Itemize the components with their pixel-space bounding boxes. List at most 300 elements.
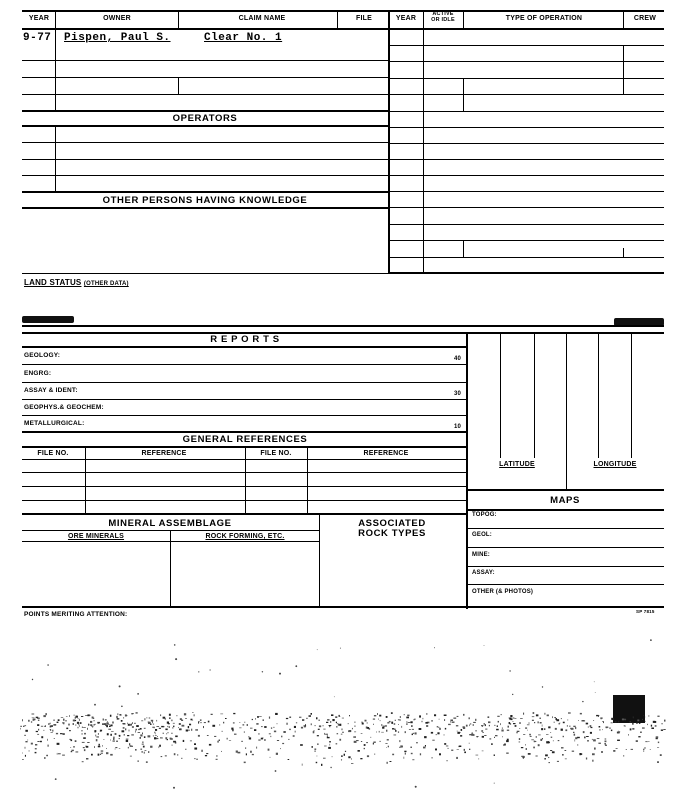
noise-speck bbox=[373, 719, 375, 720]
noise-speck bbox=[425, 745, 426, 747]
noise-speck bbox=[506, 740, 509, 742]
noise-speck bbox=[179, 723, 181, 725]
noise-speck bbox=[29, 750, 30, 751]
noise-speck bbox=[531, 739, 534, 740]
noise-speck bbox=[254, 729, 256, 731]
noise-speck bbox=[592, 753, 595, 755]
noise-speck bbox=[361, 722, 362, 723]
noise-speck bbox=[115, 733, 117, 735]
noise-speck bbox=[385, 725, 386, 727]
noise-speck bbox=[113, 740, 115, 741]
noise-dot bbox=[47, 664, 49, 666]
noise-speck bbox=[159, 728, 161, 729]
noise-speck bbox=[459, 746, 461, 748]
noise-speck bbox=[519, 722, 520, 724]
noise-speck bbox=[123, 723, 126, 724]
noise-speck bbox=[257, 716, 259, 718]
noise-speck bbox=[539, 718, 541, 719]
noise-speck bbox=[432, 740, 434, 741]
noise-speck bbox=[242, 741, 243, 742]
noise-speck bbox=[319, 720, 320, 721]
metallurgical-number: 10 bbox=[454, 424, 462, 430]
noise-speck bbox=[316, 717, 318, 719]
noise-speck bbox=[90, 724, 92, 725]
noise-speck bbox=[650, 749, 651, 750]
noise-speck bbox=[383, 726, 386, 727]
noise-speck bbox=[638, 736, 640, 737]
header-year: YEAR bbox=[28, 15, 50, 22]
noise-speck bbox=[407, 721, 408, 723]
noise-speck bbox=[311, 723, 312, 725]
noise-speck bbox=[160, 714, 161, 716]
noise-speck bbox=[409, 729, 411, 730]
noise-speck bbox=[568, 713, 571, 714]
noise-speck bbox=[243, 724, 245, 725]
noise-speck bbox=[633, 716, 634, 718]
noise-speck bbox=[209, 744, 211, 746]
noise-speck bbox=[567, 725, 568, 727]
noise-speck bbox=[544, 728, 546, 729]
noise-speck bbox=[296, 722, 297, 723]
noise-speck bbox=[54, 738, 55, 739]
noise-speck bbox=[536, 736, 537, 737]
noise-speck bbox=[81, 716, 83, 717]
noise-speck bbox=[437, 732, 439, 734]
noise-speck bbox=[102, 723, 104, 725]
noise-dot bbox=[601, 751, 603, 753]
noise-speck bbox=[463, 726, 465, 728]
latitude-label: LATITUDE bbox=[499, 461, 535, 468]
noise-speck bbox=[545, 754, 548, 756]
noise-speck bbox=[331, 714, 333, 716]
noise-speck bbox=[45, 725, 46, 726]
noise-speck bbox=[207, 735, 209, 736]
noise-speck bbox=[532, 716, 535, 717]
noise-speck bbox=[613, 750, 615, 752]
noise-speck bbox=[460, 735, 462, 737]
noise-speck bbox=[313, 731, 314, 732]
noise-speck bbox=[300, 744, 303, 746]
noise-speck bbox=[170, 738, 172, 740]
noise-speck bbox=[632, 723, 634, 725]
noise-speck bbox=[269, 733, 271, 734]
noise-speck bbox=[271, 727, 272, 728]
noise-speck bbox=[379, 715, 381, 717]
noise-speck bbox=[478, 759, 479, 760]
noise-speck bbox=[482, 725, 483, 727]
noise-speck bbox=[58, 753, 61, 754]
noise-speck bbox=[450, 721, 451, 722]
noise-speck bbox=[115, 749, 116, 750]
noise-speck bbox=[194, 758, 196, 759]
noise-speck bbox=[108, 724, 110, 725]
noise-speck bbox=[469, 743, 470, 744]
noise-speck bbox=[37, 734, 39, 735]
noise-speck bbox=[281, 736, 282, 738]
noise-speck bbox=[533, 747, 534, 749]
noise-speck bbox=[502, 736, 503, 737]
noise-speck bbox=[299, 717, 301, 718]
noise-speck bbox=[482, 736, 484, 738]
noise-speck bbox=[344, 754, 345, 756]
noise-dot bbox=[330, 767, 331, 768]
noise-speck bbox=[22, 759, 23, 760]
noise-dot bbox=[542, 686, 543, 687]
noise-speck bbox=[419, 715, 421, 717]
noise-speck bbox=[593, 739, 596, 741]
noise-speck bbox=[91, 726, 93, 727]
noise-speck bbox=[238, 752, 241, 754]
noise-dot bbox=[119, 685, 121, 687]
noise-speck bbox=[288, 739, 289, 740]
noise-speck bbox=[63, 719, 65, 721]
noise-speck bbox=[27, 740, 28, 741]
noise-speck bbox=[528, 753, 531, 755]
noise-speck bbox=[177, 754, 178, 756]
noise-dot bbox=[509, 670, 510, 671]
noise-speck bbox=[399, 740, 400, 742]
noise-speck bbox=[643, 715, 644, 716]
noise-speck bbox=[132, 722, 133, 724]
noise-speck bbox=[395, 730, 396, 732]
noise-speck bbox=[538, 735, 541, 736]
noise-speck bbox=[565, 759, 567, 760]
noise-speck bbox=[169, 714, 171, 716]
noise-speck bbox=[609, 728, 610, 729]
noise-speck bbox=[497, 725, 498, 727]
noise-speck bbox=[444, 719, 445, 721]
noise-speck bbox=[245, 747, 246, 749]
maps-mine: MINE: bbox=[472, 552, 490, 558]
noise-speck bbox=[540, 739, 542, 741]
noise-speck bbox=[280, 748, 281, 749]
noise-dot bbox=[317, 649, 318, 650]
noise-speck bbox=[515, 725, 517, 727]
noise-speck bbox=[225, 718, 227, 719]
noise-speck bbox=[178, 727, 179, 728]
noise-speck bbox=[96, 739, 98, 741]
noise-speck bbox=[365, 720, 367, 722]
noise-speck bbox=[651, 728, 654, 730]
noise-speck bbox=[140, 737, 141, 739]
noise-speck bbox=[630, 728, 632, 730]
noise-speck bbox=[45, 713, 47, 715]
noise-speck bbox=[374, 754, 375, 755]
noise-speck bbox=[419, 728, 422, 730]
noise-speck bbox=[156, 738, 158, 739]
noise-speck bbox=[405, 731, 406, 733]
noise-speck bbox=[229, 740, 231, 741]
noise-speck bbox=[569, 726, 571, 727]
noise-speck bbox=[398, 731, 399, 732]
noise-speck bbox=[216, 755, 217, 757]
noise-speck bbox=[131, 734, 134, 735]
noise-speck bbox=[336, 726, 337, 727]
noise-speck bbox=[40, 741, 42, 742]
noise-speck bbox=[447, 760, 448, 761]
noise-speck bbox=[98, 754, 100, 756]
noise-speck bbox=[117, 718, 119, 720]
noise-speck bbox=[437, 726, 439, 727]
general-references-title: GENERAL REFERENCES bbox=[182, 434, 308, 445]
noise-speck bbox=[536, 756, 538, 757]
noise-speck bbox=[544, 758, 546, 759]
noise-speck bbox=[41, 726, 43, 727]
noise-speck bbox=[544, 713, 545, 715]
noise-speck bbox=[312, 746, 313, 748]
noise-dot bbox=[279, 673, 281, 675]
noise-speck bbox=[153, 735, 154, 737]
noise-speck bbox=[306, 718, 307, 719]
noise-speck bbox=[110, 754, 113, 756]
noise-speck bbox=[136, 729, 138, 731]
noise-speck bbox=[561, 747, 564, 748]
noise-speck bbox=[119, 718, 120, 719]
noise-speck bbox=[252, 754, 254, 755]
points-meriting-attention: POINTS MERITING ATTENTION: bbox=[24, 611, 128, 618]
engrg-label: ENGRG: bbox=[24, 370, 52, 377]
noise-speck bbox=[107, 733, 109, 735]
noise-speck bbox=[473, 722, 476, 723]
noise-speck bbox=[96, 737, 99, 738]
noise-speck bbox=[482, 751, 484, 752]
noise-speck bbox=[506, 753, 509, 754]
noise-speck bbox=[119, 748, 121, 749]
noise-speck bbox=[94, 746, 95, 748]
noise-speck bbox=[70, 747, 71, 748]
noise-speck bbox=[133, 713, 134, 714]
noise-speck bbox=[20, 728, 21, 730]
noise-speck bbox=[361, 733, 363, 734]
noise-speck bbox=[138, 729, 139, 730]
noise-speck bbox=[337, 723, 339, 724]
noise-speck bbox=[446, 746, 448, 747]
rock-types-label: ROCK TYPES bbox=[358, 528, 426, 539]
noise-speck bbox=[527, 724, 530, 725]
noise-speck bbox=[461, 729, 463, 731]
noise-speck bbox=[391, 712, 393, 714]
noise-speck bbox=[323, 729, 325, 730]
noise-speck bbox=[50, 729, 51, 730]
noise-speck bbox=[642, 727, 645, 728]
noise-speck bbox=[214, 736, 216, 737]
noise-speck bbox=[151, 720, 153, 722]
noise-speck bbox=[577, 744, 578, 745]
noise-speck bbox=[431, 732, 433, 734]
noise-speck bbox=[475, 730, 476, 731]
noise-speck bbox=[463, 714, 465, 716]
noise-speck bbox=[469, 717, 470, 719]
noise-speck bbox=[239, 722, 240, 723]
noise-speck bbox=[466, 725, 468, 727]
noise-speck bbox=[36, 717, 39, 718]
noise-speck bbox=[509, 722, 511, 724]
noise-speck bbox=[92, 727, 93, 728]
noise-dot bbox=[434, 647, 435, 648]
other-persons-title: OTHER PERSONS HAVING KNOWLEDGE bbox=[102, 195, 308, 206]
noise-speck bbox=[649, 715, 650, 717]
noise-speck bbox=[325, 734, 328, 735]
noise-speck bbox=[66, 716, 68, 717]
noise-speck bbox=[79, 719, 80, 721]
noise-dot bbox=[200, 722, 201, 723]
noise-speck bbox=[398, 724, 399, 725]
noise-speck bbox=[90, 715, 91, 716]
noise-speck bbox=[174, 753, 176, 755]
noise-speck bbox=[171, 720, 172, 722]
noise-speck bbox=[79, 725, 80, 726]
noise-speck bbox=[144, 718, 145, 720]
noise-speck bbox=[83, 737, 86, 739]
noise-speck bbox=[450, 720, 453, 721]
noise-speck bbox=[590, 732, 592, 734]
noise-speck bbox=[339, 739, 341, 741]
noise-speck bbox=[386, 716, 388, 718]
noise-speck bbox=[329, 725, 332, 726]
noise-speck bbox=[182, 725, 185, 727]
noise-speck bbox=[451, 750, 453, 751]
noise-speck bbox=[525, 727, 527, 728]
noise-speck bbox=[127, 723, 128, 724]
noise-speck bbox=[165, 737, 167, 739]
noise-speck bbox=[65, 720, 67, 721]
noise-speck bbox=[227, 738, 228, 740]
noise-speck bbox=[71, 739, 73, 741]
noise-speck bbox=[277, 740, 279, 741]
noise-speck bbox=[212, 725, 215, 727]
noise-speck bbox=[615, 721, 617, 723]
noise-speck bbox=[351, 763, 353, 764]
noise-speck bbox=[94, 730, 96, 732]
noise-speck bbox=[35, 752, 37, 753]
noise-speck bbox=[316, 762, 318, 763]
noise-speck bbox=[71, 751, 73, 752]
noise-speck bbox=[25, 755, 26, 757]
noise-speck bbox=[338, 724, 340, 726]
noise-speck bbox=[323, 758, 326, 759]
noise-speck bbox=[78, 718, 79, 719]
noise-speck bbox=[140, 749, 142, 750]
noise-speck bbox=[658, 742, 659, 744]
noise-speck bbox=[198, 721, 199, 722]
noise-speck bbox=[50, 725, 53, 727]
noise-speck bbox=[43, 730, 44, 731]
noise-speck bbox=[656, 736, 659, 738]
noise-speck bbox=[529, 734, 531, 736]
noise-speck bbox=[553, 740, 554, 741]
noise-speck bbox=[318, 729, 320, 730]
noise-speck bbox=[413, 733, 414, 734]
noise-speck bbox=[31, 721, 32, 722]
noise-speck bbox=[339, 715, 340, 717]
noise-speck bbox=[157, 736, 158, 737]
noise-speck bbox=[185, 718, 187, 719]
noise-speck bbox=[436, 734, 437, 735]
noise-speck bbox=[116, 716, 117, 718]
noise-speck bbox=[98, 733, 99, 734]
noise-speck bbox=[76, 716, 78, 718]
noise-speck bbox=[202, 750, 203, 752]
noise-speck bbox=[110, 740, 111, 741]
noise-speck bbox=[482, 732, 483, 733]
noise-speck bbox=[558, 740, 560, 741]
noise-speck bbox=[508, 726, 510, 728]
file-no-header-2: FILE NO. bbox=[260, 450, 292, 457]
noise-speck bbox=[554, 717, 556, 718]
noise-speck bbox=[416, 742, 418, 743]
noise-speck bbox=[138, 732, 141, 733]
noise-speck bbox=[495, 735, 498, 736]
metallurgical-label: METALLURGICAL: bbox=[24, 420, 85, 427]
noise-speck bbox=[82, 733, 83, 735]
noise-speck bbox=[239, 728, 241, 729]
noise-speck bbox=[156, 720, 157, 722]
noise-dot bbox=[221, 751, 222, 752]
noise-speck bbox=[319, 725, 321, 727]
noise-speck bbox=[367, 722, 368, 723]
noise-speck bbox=[509, 718, 511, 720]
noise-speck bbox=[69, 715, 70, 717]
noise-speck bbox=[127, 735, 129, 736]
noise-speck bbox=[381, 732, 384, 733]
noise-speck bbox=[33, 719, 36, 721]
noise-speck bbox=[101, 750, 104, 751]
noise-speck bbox=[504, 744, 505, 746]
noise-speck bbox=[554, 722, 555, 723]
noise-speck bbox=[551, 737, 553, 738]
noise-speck bbox=[491, 743, 493, 744]
noise-speck bbox=[169, 718, 171, 719]
noise-speck bbox=[71, 750, 74, 751]
noise-speck bbox=[271, 736, 272, 737]
maps-geol: GEOL: bbox=[472, 532, 492, 538]
noise-speck bbox=[536, 714, 539, 716]
noise-speck bbox=[611, 718, 614, 720]
noise-speck bbox=[329, 741, 331, 742]
noise-speck bbox=[111, 731, 114, 732]
noise-speck bbox=[95, 735, 96, 737]
noise-dot bbox=[594, 681, 595, 682]
noise-speck bbox=[165, 755, 167, 756]
noise-dot bbox=[174, 644, 176, 646]
noise-speck bbox=[264, 739, 265, 741]
noise-speck bbox=[244, 762, 246, 764]
noise-speck bbox=[317, 735, 319, 736]
noise-speck bbox=[502, 727, 503, 729]
noise-speck bbox=[373, 742, 375, 743]
noise-speck bbox=[129, 724, 131, 725]
noise-speck bbox=[530, 736, 532, 737]
noise-speck bbox=[353, 736, 356, 738]
noise-speck bbox=[142, 744, 144, 745]
noise-speck bbox=[376, 732, 377, 733]
noise-speck bbox=[360, 758, 362, 759]
noise-speck bbox=[136, 712, 138, 713]
noise-speck bbox=[473, 724, 474, 726]
noise-speck bbox=[548, 726, 550, 728]
noise-speck bbox=[175, 736, 178, 738]
longitude-label: LONGITUDE bbox=[593, 461, 637, 468]
noise-speck bbox=[194, 714, 195, 716]
noise-speck bbox=[256, 747, 257, 749]
noise-speck bbox=[600, 717, 602, 719]
noise-speck bbox=[623, 755, 624, 756]
noise-speck bbox=[189, 724, 191, 726]
noise-speck bbox=[101, 753, 103, 754]
noise-speck bbox=[87, 714, 89, 716]
noise-speck bbox=[269, 717, 270, 719]
noise-speck bbox=[131, 713, 133, 714]
